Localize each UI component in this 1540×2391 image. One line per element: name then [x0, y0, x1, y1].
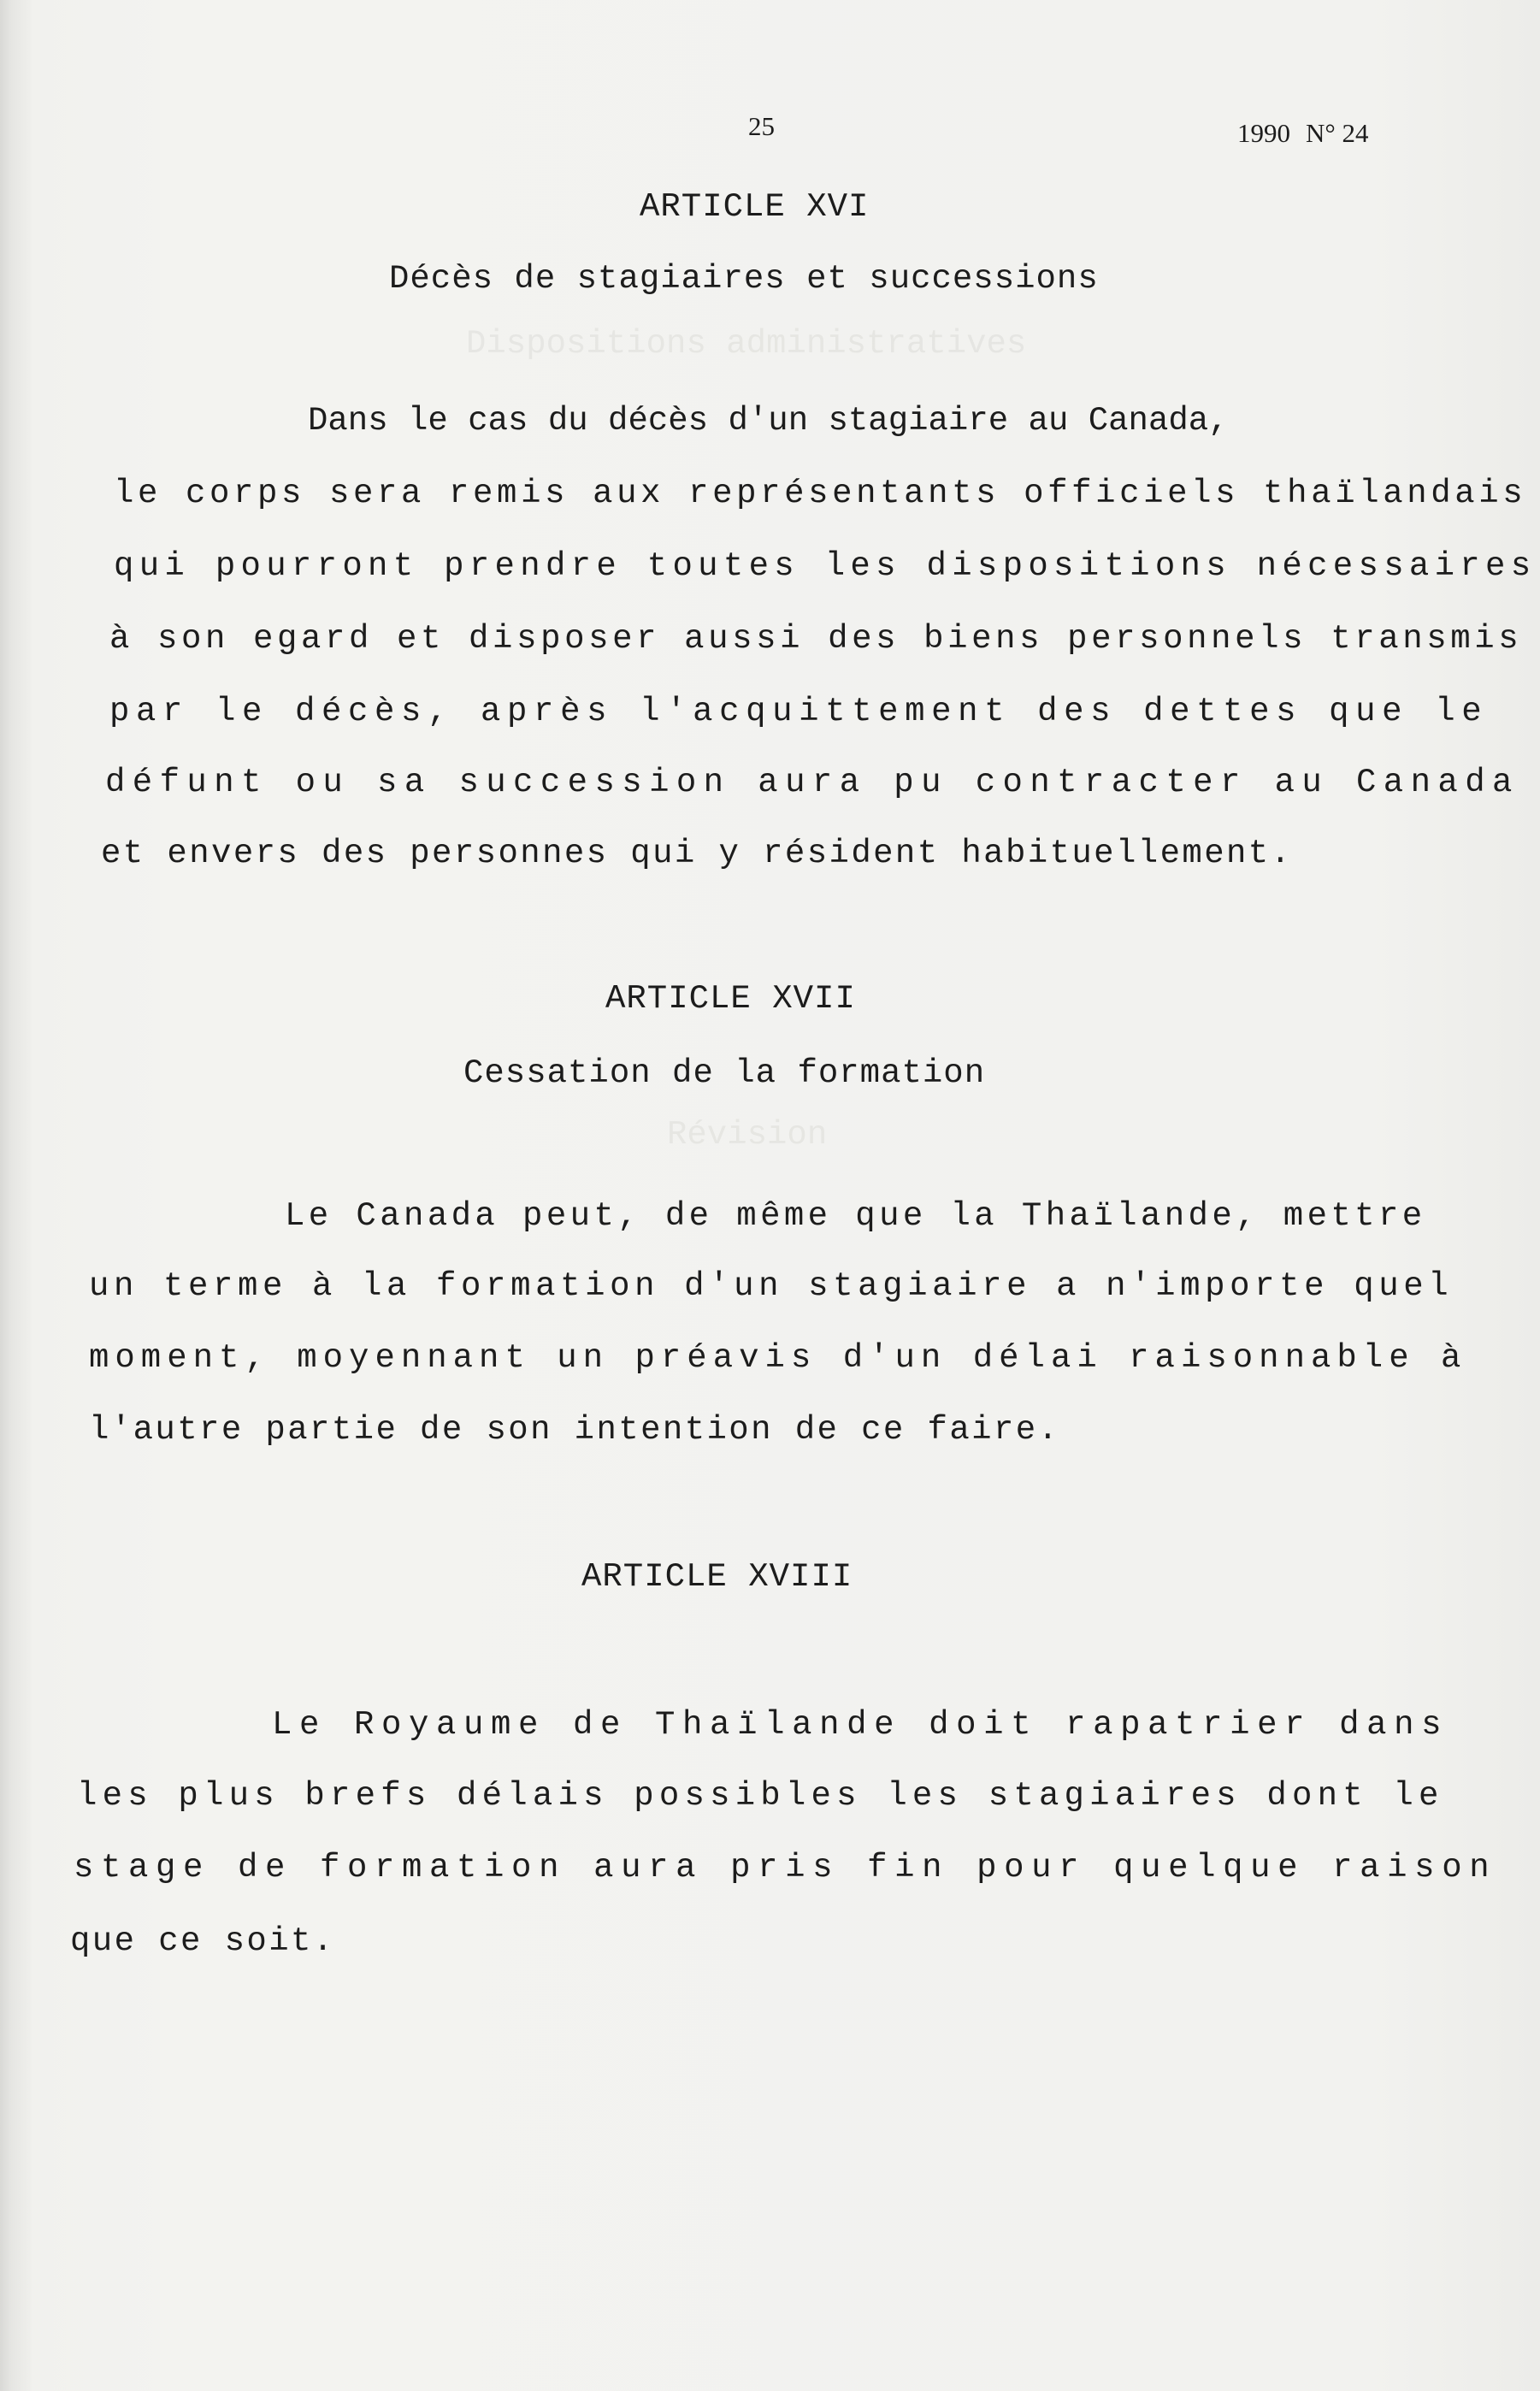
bleed-through-text: Révision	[667, 1116, 828, 1154]
line-text: un terme à la formation d'un stagiaire a n'importe quel	[89, 1267, 1454, 1305]
line-text: les plus brefs délais possibles les stagiaires dont le	[77, 1777, 1444, 1815]
document-reference	[1237, 118, 1369, 149]
paragraph-line	[70, 1922, 335, 1960]
document-number: N° 24	[1306, 118, 1369, 148]
page-number: 25	[748, 111, 775, 141]
line-text: et envers des personnes qui y résident habituellement.	[101, 835, 1293, 872]
line-text: Le Canada peut, de même que la Thaïlande, mettre	[285, 1197, 1426, 1235]
article-16-heading: ARTICLE XVI	[640, 188, 870, 226]
article-16-subheading: Décès de stagiaires et successions	[389, 260, 1099, 298]
paragraph-line	[109, 693, 1488, 730]
paragraph-line	[101, 835, 1292, 872]
line-text: Dans le cas du décès d'un stagiaire au Canada,	[308, 402, 1229, 440]
line-text: le corps sera remis aux représentants officiels thaïlandais	[114, 475, 1527, 512]
line-text: stage de formation aura pris fin pour quelque raison	[74, 1849, 1497, 1886]
line-text: Le Royaume de Thaïlande doit rapatrier dans	[272, 1706, 1449, 1744]
paragraph-line	[89, 1267, 1453, 1305]
paragraph-line	[114, 475, 1526, 512]
paragraph-line	[89, 1411, 1059, 1449]
article-18-heading: ARTICLE XVIII	[581, 1558, 853, 1596]
paragraph-line	[89, 1339, 1466, 1377]
document-year: 1990	[1237, 118, 1290, 148]
paragraph-line	[77, 1777, 1444, 1815]
paragraph-line	[285, 1197, 1426, 1235]
paragraph-line	[74, 1849, 1496, 1886]
article-17-heading: ARTICLE XVII	[605, 980, 856, 1018]
paragraph-line	[272, 1706, 1449, 1744]
line-text: à son egard et disposer aussi des biens personnels transmis	[109, 620, 1523, 658]
line-text: que ce soit.	[70, 1922, 335, 1960]
line-text: moment, moyennant un préavis d'un délai raisonnable à	[89, 1339, 1467, 1377]
bleed-through-text: Dispositions administratives	[466, 325, 1027, 363]
line-text: qui pourront prendre toutes les dispositions nécessaires	[114, 547, 1537, 585]
paragraph-line	[109, 620, 1522, 658]
paragraph-line	[105, 764, 1519, 801]
line-text: par le décès, après l'acquittement des dettes que le	[109, 693, 1489, 730]
line-text: l'autre partie de son intention de ce faire.	[89, 1411, 1060, 1449]
paragraph-line	[114, 547, 1536, 585]
binding-edge	[0, 0, 31, 2391]
paragraph-line	[308, 402, 1390, 440]
article-17-subheading: Cessation de la formation	[463, 1054, 986, 1092]
line-text: défunt ou sa succession aura pu contracter au Canada	[105, 764, 1519, 801]
